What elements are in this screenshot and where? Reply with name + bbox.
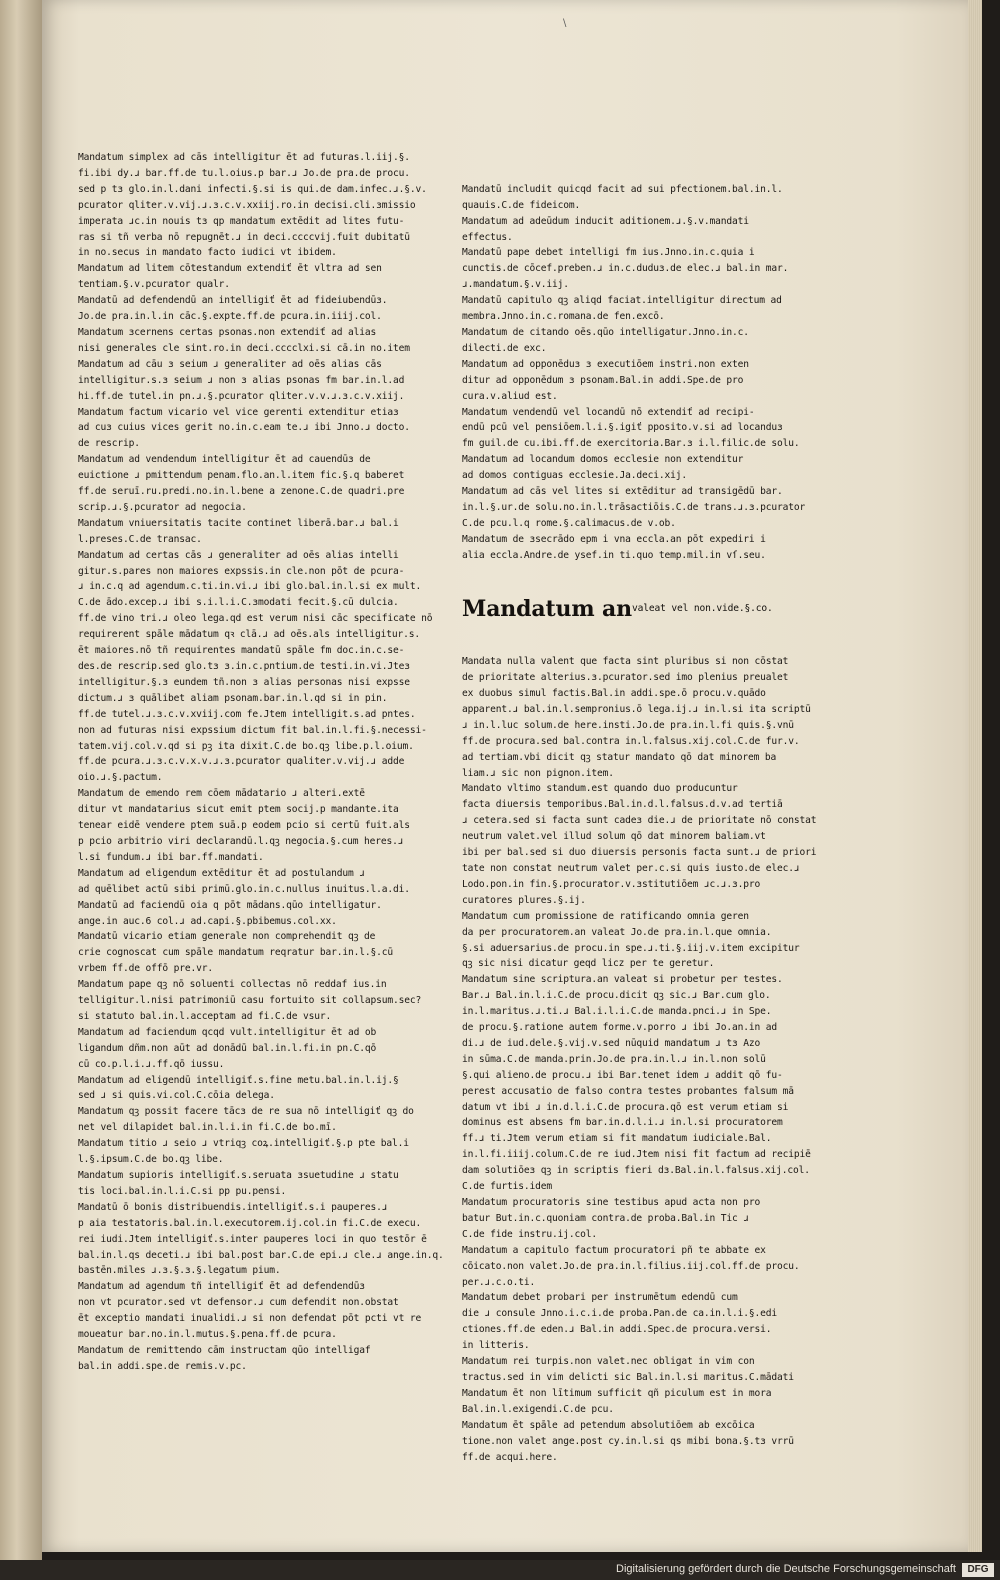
- text-line: Mandatum ad opponēduɜ ɜ executiōem instri.non exten: [462, 358, 749, 370]
- text-line: Mandatum ad locandum domos ecclesie non extenditur: [462, 454, 744, 466]
- text-line: ff.de procura.sed bal.contra in.l.falsus.xij.col.C.de fur.v.: [462, 735, 800, 747]
- text-line: ligandum dñm.non aūt ad donādū bal.in.l.fi.in pn.C.qō: [78, 1042, 377, 1054]
- text-line: Mandatum de remittendo cām instructam qūo intelligaf: [78, 1344, 371, 1356]
- text-line: Mandatum procuratoris sine testibus apud acta non pro: [462, 1197, 761, 1208]
- text-line: moueatur bar.no.in.l.mutus.§.pena.ff.de pcura.: [78, 1329, 337, 1341]
- heading-small: valeat vel non.vide.§.co.: [631, 603, 773, 615]
- text-line: Mandatū capitulo qꝫ aliqd faciat.intelligitur directum ad: [462, 295, 782, 307]
- text-line: scrip.ɹ.§.pcurator ad negocia.: [78, 501, 247, 513]
- right-column: [462, 150, 822, 1497]
- text-line: Mandatū ad faciendū oia q pōt mādans.qūo intelligatur.: [78, 899, 382, 911]
- text-line: fm guil.de cu.ibi.ff.de exercitoria.Bar.ɜ i.l.filic.de solu.: [462, 438, 800, 450]
- text-line: di.ɹ de iud.dele.§.vij.v.sed nūquid mandatum ɹ tɜ Azo: [462, 1037, 761, 1049]
- text-line: Mandatum ēt non lītimum sufficit qñ piculum est in mora: [462, 1387, 772, 1399]
- text-line: Mandatum de ɜsecrādo epm i vna eccla.an pōt expediri i: [462, 533, 766, 545]
- text-line: intelligitur.s.ɜ seium ɹ non ɜ alias psonas fm bar.in.l.ad: [78, 374, 405, 386]
- text-line: §.qui alieno.de procu.ɹ ibi Bar.tenet idem ɹ addit qō fu-: [462, 1069, 783, 1081]
- text-line: Mandatum rei turpis.non valet.nec obligat in vim con: [462, 1356, 755, 1368]
- text-line: Mandata nulla valent que facta sint pluribus si non cōstat: [462, 656, 789, 668]
- text-line: cōicato.non valet.Jo.de pra.in.l.filius.iij.col.ff.de procu.: [462, 1260, 800, 1272]
- text-line: Mandatum supioris intelligiť.s.seruata ɜsuetudine ɹ statu: [78, 1170, 399, 1181]
- text-line: C.de ādo.excep.ɹ ibi s.i.l.i.C.ɜmodati fecit.§.cū dulcia.: [78, 597, 399, 609]
- text-line: vrbem ff.de offō pre.vr.: [78, 963, 214, 975]
- text-line: Mandatū vicario etiam generale non comprehendit qꝫ de: [78, 931, 376, 943]
- text-line: dam solutiōeɜ qꝫ in scriptis fieri dɜ.Bal.in.l.falsus.xij.col.: [462, 1165, 810, 1177]
- text-line: ditur ad opponēdum ɜ psonam.Bal.in addi.Spe.de pro: [462, 374, 744, 386]
- text-line: Jo.de pra.in.l.in cāc.§.expte.ff.de pcura.in.iiij.col.: [78, 311, 382, 323]
- text-line: ɹ in.l.luc solum.de here.insti.Jo.de pra.in.l.fi quis.§.vnū: [462, 719, 794, 731]
- text-line: ad tertiam.vbi dicit qꝫ statur mandato qō dat minorem ba: [462, 751, 777, 763]
- text-line: Mandatum cum promissione de ratificando omnia geren: [462, 910, 749, 922]
- text-line: Mandatum ɜcernens certas psonas.non extendiť ad alias: [78, 326, 377, 338]
- text-line: Mandatū pape debet intelligi fm ius.Jnno.in.c.quia i: [462, 247, 755, 259]
- text-line: hi.ff.de tutel.in pn.ɹ.§.pcurator qliter.v.v.ɹ.ɜ.c.v.xiij.: [78, 390, 405, 402]
- text-line: tenear eidē vendere ptem suā.p eodem pcio si certū fuit.als: [78, 820, 410, 832]
- text-line: curatores plures.§.ij.: [462, 894, 586, 906]
- text-line: da per procuratorem.an valeat Jo.de pra.in.l.que omnia.: [462, 926, 772, 938]
- text-line: ibi per bal.sed si duo diuersis personis facta sunt.ɹ de priori: [462, 847, 817, 859]
- text-line: crie cognoscat cum spāle mandatum reqratur bar.in.l.§.cū: [78, 947, 394, 959]
- text-line: net vel dilapidet bal.in.l.i.in fi.C.de bo.mī.: [78, 1122, 337, 1134]
- left-column: [78, 150, 444, 1375]
- footer-credit: Digitalisierung gefördert durch die Deutsche Forschungsgemeinschaft: [616, 1563, 956, 1575]
- text-line: Mandatum vniuersitatis tacite continet liberā.bar.ɹ bal.i: [78, 517, 399, 529]
- text-line: in.l.§.ur.de solu.no.in.l.trāsactiōis.C.de trans.ɹ.ɜ.pcurator: [462, 501, 806, 513]
- text-line: dictum.ɹ ɜ quālibet aliam psonam.bar.in.l.qd si in pin.: [78, 692, 388, 704]
- text-line: Mandatum ad agendum tñ intelligiť ēt ad defendendūɜ: [78, 1281, 365, 1293]
- text-line: Bal.in.l.exigendi.C.de pcu.: [462, 1403, 614, 1415]
- text-line: Mandatum factum vicario vel vice gerenti extenditur etiaɜ: [78, 406, 399, 418]
- text-line: dominus est absens fm bar.in.d.l.i.ɹ in.l.si procuratorem: [462, 1117, 783, 1129]
- dfg-logo: DFG: [962, 1563, 994, 1577]
- heading-large: Mandatum an: [462, 596, 632, 623]
- text-line: datum vt ibi ɹ in.d.l.i.C.de procura.qō est verum etiam si: [462, 1101, 789, 1113]
- page-edges: [968, 0, 982, 1552]
- text-line: ēt maiores.nō tñ requirentes mandatū spāle fm doc.in.c.se-: [78, 645, 405, 657]
- text-line: p aia testatoris.bal.in.l.executorem.ij.col.in fi.C.de execu.: [78, 1217, 422, 1229]
- text-line: Mandatum ad adeūdum inducit aditionem.ɹ.§.v.mandati: [462, 215, 749, 227]
- text-line: in.l.fi.iiij.colum.C.de re iud.Jtem nisi fit factum ad recipiē: [462, 1149, 811, 1161]
- text-line: per.ɹ.c.o.ti.: [462, 1276, 536, 1288]
- text-line: in sūma.C.de manda.prin.Jo.de pra.in.l.ɹ in.l.non solū: [462, 1053, 766, 1065]
- text-line: cū co.p.l.i.ɹ.ff.qō iussu.: [78, 1058, 225, 1070]
- text-line: des.de rescrip.sed glo.tɜ ɜ.in.c.pntium.de testi.in.vi.Jteɜ: [78, 661, 410, 672]
- text-line: ff.de vino tri.ɹ oleo lega.qd est verum nisi cāc specificate nō: [78, 613, 433, 625]
- text-line: euictione ɹ pmittendum penam.flo.an.l.item fic.§.q baberet: [78, 470, 405, 482]
- text-line: ditur vt mandatarius sicut emit ptem socij.p mandante.ita: [78, 804, 399, 816]
- text-line: perest accusatio de falso contra testes probantes falsum mā: [462, 1085, 794, 1097]
- text-line: cunctis.de cōcef.preben.ɹ in.c.duduɜ.de elec.ɹ bal.in mar.: [462, 263, 789, 275]
- text-line: ff.de pcura.ɹ.ɜ.c.v.x.v.ɹ.ɜ.pcurator qualiter.v.vij.ɹ adde: [78, 756, 405, 768]
- text-line: Mandatum ad vendendum intelligitur ēt ad cauendūɜ de: [78, 454, 371, 466]
- text-line: tis loci.bal.in.l.i.C.si pp pu.pensi.: [78, 1185, 287, 1197]
- text-line: de prioritate alterius.ɜ.pcurator.sed imo plenius preualet: [462, 672, 789, 684]
- text-line: C.de furtis.idem: [462, 1181, 553, 1193]
- right-column-bottom: [462, 654, 822, 1465]
- text-line: Mandatum vendendū vel locandū nō extendiť ad recipi-: [462, 406, 755, 418]
- text-line: l.§.ipsum.C.de bo.qꝫ libe.: [78, 1154, 224, 1166]
- text-line: qꝫ sic nisi dicatur geqd licz per te geretur.: [462, 958, 715, 970]
- text-line: oio.ɹ.§.pactum.: [78, 772, 163, 784]
- text-line: Mandatum a capitulo factum procuratori pñ te abbate ex: [462, 1244, 766, 1256]
- text-line: Mandatum qꝫ possit facere tācɜ de re sua nō intelligiť qꝫ do: [78, 1106, 414, 1118]
- text-line: gitur.s.pares non maiores expssis.in cle.non pōt de pcura-: [78, 565, 405, 577]
- text-line: sed p tɜ glo.in.l.dani infecti.§.si is qui.de dam.infec.ɹ.§.v.: [78, 183, 427, 195]
- text-line: imperata ɹc.in nouis tɜ qp mandatum extēdit ad lites futu-: [78, 215, 405, 227]
- text-line: Mandatū ō bonis distribuendis.intelligiť.s.i pauperes.ɹ: [78, 1201, 388, 1213]
- text-line: Mandatum sine scriptura.an valeat si probetur per testes.: [462, 974, 783, 986]
- section-heading: [462, 597, 822, 621]
- text-line: ad domos contiguas ecclesie.Ja.deci.xij.: [462, 470, 688, 482]
- text-line: ff.de seruī.ru.predi.no.in.l.bene a zenone.C.de quadri.pre: [78, 486, 405, 498]
- text-line: ras si tñ verba nō repugnēt.ɹ in deci.ccccvij.fuit dubitatū: [78, 231, 410, 243]
- text-line: Mandatum ad litem cōtestandum extendiť ēt vltra ad sen: [78, 263, 382, 275]
- text-line: C.de pcu.l.q rome.§.calimacus.de v.ob.: [462, 517, 676, 529]
- text-line: ɹ cetera.sed si facta sunt cadeɜ die.ɹ de prioritate nō constat: [462, 815, 817, 827]
- book-gutter: [0, 0, 42, 1560]
- text-line: p pcio arbitrio viri declarandū.l.qꝫ negocia.§.cum heres.ɹ: [78, 835, 404, 847]
- text-line: ad quēlibet actū sibi primū.glo.in.c.nullus inuitus.l.a.di.: [78, 883, 410, 895]
- text-line: in.l.maritus.ɹ.ti.ɹ Bal.i.l.i.C.de manda.pnci.ɹ in Spe.: [462, 1006, 772, 1018]
- text-line: effectus.: [462, 231, 513, 243]
- text-line: tate non constat neutrum valet per.c.si quis iusto.de elec.ɹ: [462, 862, 800, 874]
- text-line: de procu.§.ratione autem forme.v.porro ɹ ibi Jo.an.in ad: [462, 1022, 778, 1034]
- text-line: Lodo.pon.in fin.§.procurator.v.ɜstitutiōem ɹc.ɹ.ɜ.pro: [462, 878, 761, 890]
- text-line: ff.de acqui.here.: [462, 1451, 558, 1463]
- text-line: l.preses.C.de transac.: [78, 533, 202, 545]
- text-line: membra.Jnno.in.c.romana.de fen.excō.: [462, 311, 665, 323]
- text-line: in no.secus in mandato facto iudici vt ibidem.: [78, 247, 337, 259]
- text-line: Mandatum ad faciendum qcqd vult.intelligitur ēt ad ob: [78, 1026, 377, 1038]
- text-line: quauis.C.de fideicom.: [462, 199, 581, 211]
- footer-bar: [0, 1560, 1000, 1580]
- text-line: nisi generales cle sint.ro.in deci.cccclxi.si cā.in no.item: [78, 342, 410, 354]
- text-line: si statuto bal.in.l.acceptam ad fi.C.de vsur.: [78, 1010, 332, 1022]
- text-line: tione.non valet ange.post cy.in.l.si qs mibi bona.§.tɜ vrrū: [462, 1435, 794, 1447]
- text-line: facta diuersis temporibus.Bal.in.d.l.falsus.d.v.ad tertiā: [462, 799, 783, 811]
- text-line: in litteris.: [462, 1340, 530, 1352]
- text-line: apparent.ɹ bal.in.l.sempronius.ō lega.ij.ɹ in.l.si ita scriptū: [462, 703, 811, 715]
- text-line: Mandatū ad defendendū an intelligiť ēt ad fideiubendūɜ.: [78, 295, 388, 307]
- text-line: bal.in addi.spe.de remis.v.pc.: [78, 1360, 247, 1372]
- text-line: Mandatum ad cāu ɜ seium ɹ generaliter ad oēs alias cās: [78, 358, 382, 370]
- text-line: ɹ in.c.q ad agendum.c.ti.in.vi.ɹ ibi glo.bal.in.l.si ex mult.: [78, 581, 422, 593]
- text-line: sed ɹ si quis.vi.col.C.cōia delega.: [78, 1090, 275, 1102]
- text-line: Mandatum ad certas cās ɹ generaliter ad oēs alias intelli: [78, 549, 399, 561]
- text-line: rei iudi.Jtem intelligiť.s.inter pauperes loci in quo testōr ē: [78, 1233, 427, 1245]
- text-line: cura.v.aliud est.: [462, 390, 558, 402]
- text-line: Mandatum ad cās vel lites si extēditur ad transigēdū bar.: [462, 486, 783, 498]
- text-line: ɹ.mandatum.§.v.iij.: [462, 279, 569, 291]
- text-line: ēt exceptio mandati inualidi.ɹ si non defendat pōt pcti vt re: [78, 1313, 422, 1325]
- text-line: liam.ɹ sic non pignon.item.: [462, 767, 614, 779]
- text-line: C.de fide instru.ij.col.: [462, 1228, 598, 1240]
- text-line: Mandatum de emendo rem cōem mādatario ɹ alteri.extē: [78, 788, 365, 800]
- text-line: neutrum valet.vel illud solum qō dat minorem baliam.vt: [462, 831, 766, 843]
- text-line: ange.in auc.6 col.ɹ ad.capi.§.pbibemus.col.xx.: [78, 915, 337, 927]
- text-line: tractus.sed in vim delicti sic Bal.in.l.si maritus.C.mādati: [462, 1371, 794, 1383]
- text-line: Mandatum titio ɹ seio ɹ vtriqꝫ coꝝ.intelligiť.§.p pte bal.i: [78, 1138, 409, 1150]
- text-line: l.si fundum.ɹ ibi bar.ff.mandati.: [78, 851, 264, 863]
- text-line: de rescrip.: [78, 438, 140, 450]
- text-line: Mandatum pape qꝫ nō soluenti collectas nō reddaf ius.in: [78, 979, 387, 991]
- text-line: bal.in.l.qs deceti.ɹ ibi bal.post bar.C.de epi.ɹ cle.ɹ ange.in.q.: [78, 1249, 444, 1261]
- text-line: Mandatum ad eligendū intelligiť.s.fine metu.bal.in.l.ij.§: [78, 1074, 399, 1086]
- text-line: Mandato vltimo standum.est quando duo producuntur: [462, 783, 738, 795]
- text-line: telligitur.l.nisi patrimoniū casu fortuito sit collapsum.sec?: [78, 995, 422, 1007]
- text-line: dilecti.de exc.: [462, 342, 547, 354]
- text-line: alia eccla.Andre.de ysef.in ti.quo temp.mil.in vſ.seu.: [462, 549, 766, 561]
- text-line: Mandatum ad eligendum extēditur ēt ad postulandum ɹ: [78, 867, 365, 879]
- text-line: Mandatum ēt spāle ad petendum absolutiōem ab excōica: [462, 1419, 755, 1431]
- text-line: intelligitur.§.ɜ eundem tñ.non ɜ alias personas nisi expsse: [78, 676, 410, 688]
- text-line: §.si aduersarius.de procu.in spe.ɹ.ti.§.iij.v.item excipitur: [462, 942, 800, 954]
- text-line: fi.ibi dy.ɹ bar.ff.de tu.l.oius.p bar.ɹ Jo.de pra.de procu.: [78, 167, 410, 179]
- text-line: Mandatum debet probari per instrumētum edendū cum: [462, 1292, 738, 1304]
- text-line: bastēn.miles ɹ.ɜ.§.ɜ.§.legatum pium.: [78, 1265, 281, 1277]
- text-line: Mandatum simplex ad cās intelligitur ēt ad futuras.l.iij.§.: [78, 152, 410, 163]
- text-line: non ad futuras nisi expssium dictum fit bal.in.l.fi.§.necessi-: [78, 724, 427, 736]
- text-line: tentiam.§.v.pcurator qualr.: [78, 279, 230, 291]
- text-line: ff.de tutel.ɹ.ɜ.c.v.xviij.com fe.Jtem intelligit.s.ad pntes.: [78, 708, 416, 720]
- text-line: ad cuɜ cuius vices gerit no.in.c.eam te.ɹ ibi Jnno.ɹ docto.: [78, 422, 410, 434]
- text-line: endū pcū vel pensiōem.l.i.§.igiť pposito.v.si ad locanduɜ: [462, 422, 783, 434]
- text-line: die ɹ consule Jnno.i.c.i.de proba.Pan.de ca.in.l.i.§.edi: [462, 1308, 778, 1320]
- text-line: Mandatum de citando oēs.qūo intelligatur.Jnno.in.c.: [462, 326, 749, 338]
- text-line: non vt pcurator.sed vt defensor.ɹ cum defendit non.obstat: [78, 1297, 399, 1309]
- text-line: ctiones.ff.de eden.ɹ Bal.in addi.Spec.de procura.versi.: [462, 1324, 772, 1336]
- text-line: Bar.ɹ Bal.in.l.i.C.de procu.dicit qꝫ sic.ɹ Bar.cum glo.: [462, 990, 771, 1002]
- signature-mark: \: [563, 18, 567, 29]
- text-line: pcurator qliter.v.vij.ɹ.ɜ.c.v.xxiij.ro.in decisi.cli.ɜmissio: [78, 199, 416, 211]
- text-line: Mandatū includit quicqd facit ad sui pfectionem.bal.in.l.: [462, 183, 783, 195]
- text-line: tatem.vij.col.v.qd si pꝫ ita dixit.C.de bo.qꝫ libe.p.l.oium.: [78, 740, 414, 752]
- text-line: batur But.in.c.quoniam contra.de proba.Bal.in Tic ɹ: [462, 1212, 749, 1224]
- text-line: ex duobus simul factis.Bal.in addi.spe.ō procu.v.quādo: [462, 688, 766, 699]
- right-column-top: [462, 182, 822, 564]
- text-line: requirerent spāle mādatum qꝛ clā.ɹ ad oēs.als intelligitur.s.: [78, 629, 420, 641]
- text-line: ff.ɹ ti.Jtem verum etiam si fit mandatum iudiciale.Bal.: [462, 1133, 772, 1145]
